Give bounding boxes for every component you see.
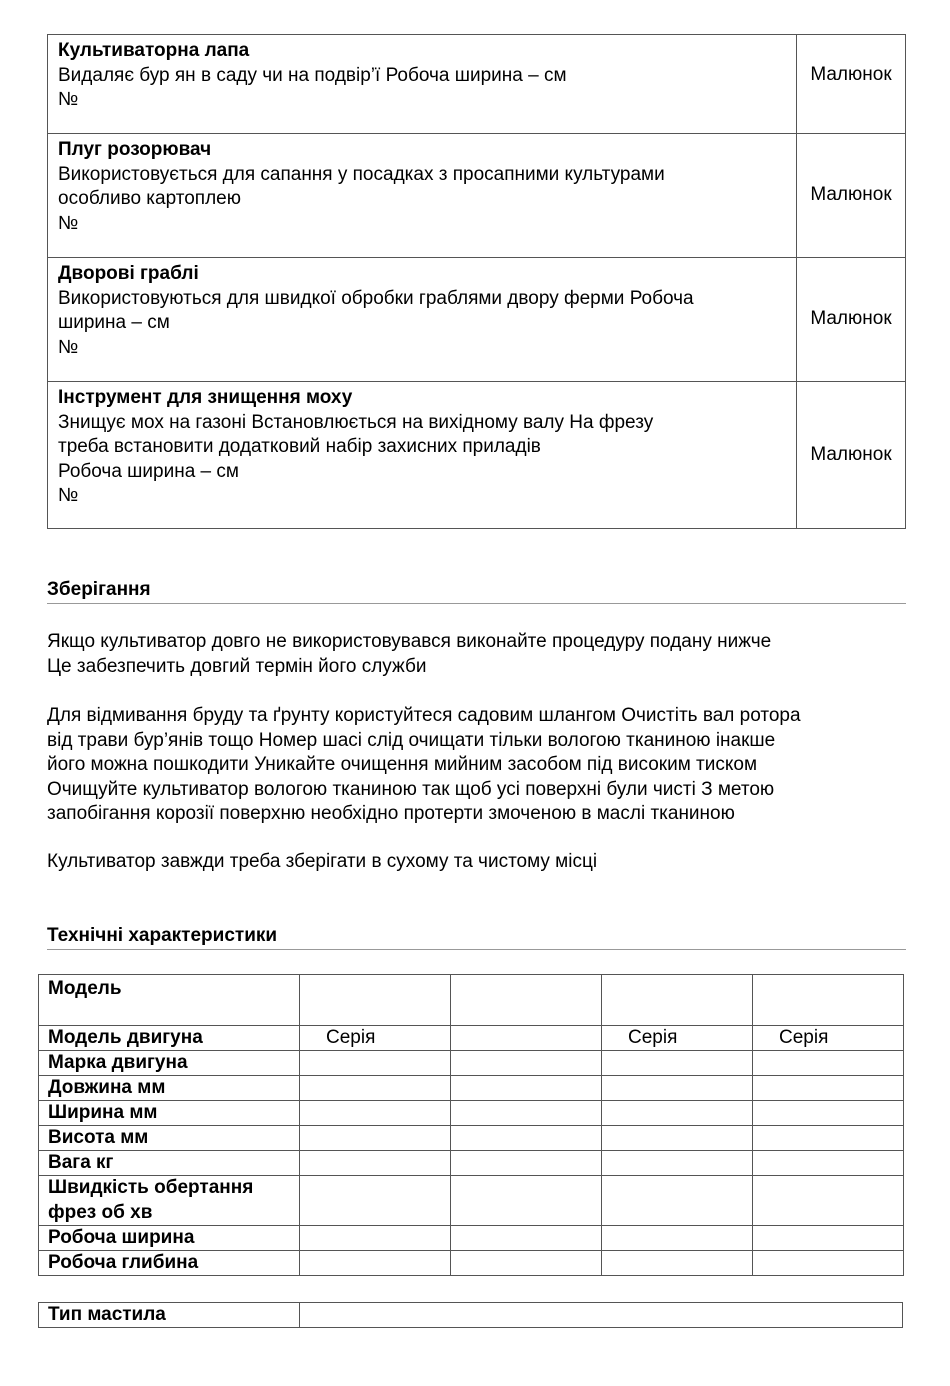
spec-value — [451, 1051, 602, 1076]
attachment-text-line: треба встановити додатковий набір захисних приладів — [58, 436, 541, 457]
paragraph-line: Якщо культиватор довго не використовувався виконайте процедуру подану нижче — [47, 631, 772, 652]
spec-row — [39, 1126, 904, 1151]
attachment-row — [48, 382, 906, 529]
spec-row — [39, 1176, 904, 1226]
attachment-text-line: Знищує мох на газоні Встановлюється на вихідному валу На фрезу — [58, 411, 654, 433]
attachment-title: Плуг розорювач — [58, 139, 212, 160]
attachment-text-line: Робоча ширина – см — [58, 460, 239, 482]
spec-label: Робоча глибина — [39, 1251, 300, 1276]
attachment-text-line: № — [58, 212, 79, 234]
spec-value — [753, 1176, 904, 1226]
spec-value — [753, 1126, 904, 1151]
spec-value — [602, 1151, 753, 1176]
spec-value — [451, 1176, 602, 1226]
spec-value — [451, 1076, 602, 1101]
spec-value — [753, 1226, 904, 1251]
spec-label: Довжина мм — [39, 1076, 300, 1101]
paragraph-line: його можна пошкодити Уникайте очищення мийним засобом під високим тиском — [47, 754, 758, 776]
storage-paragraph-2 — [47, 704, 909, 827]
attachment-text-line: № — [58, 89, 79, 110]
spec-value: Серія — [602, 1026, 753, 1051]
storage-paragraph-3 — [47, 850, 909, 875]
spec-value — [451, 1126, 602, 1151]
spec-value — [300, 1126, 451, 1151]
paragraph-line: Культиватор завжди треба зберігати в сухому та чистому місці — [47, 851, 598, 872]
attachment-text-line: ширина – см — [58, 312, 170, 333]
attachment-row — [48, 35, 906, 134]
paragraph-line: Для відмивання бруду та ґрунту користуйтеся садовим шлангом Очистіть вал ротора — [47, 705, 801, 726]
lubricant-table — [38, 1302, 903, 1328]
spec-label: Модель двигуна — [39, 1026, 300, 1051]
spec-value — [602, 1051, 753, 1076]
spec-label: Марка двигуна — [39, 1051, 300, 1076]
attachment-title: Інструмент для знищення моху — [58, 387, 353, 408]
attachment-description — [48, 382, 797, 529]
spec-value: Серія — [300, 1026, 451, 1051]
spec-value — [602, 975, 753, 1026]
spec-label: Висота мм — [39, 1126, 300, 1151]
spec-value — [602, 1226, 753, 1251]
attachment-title: Дворові граблі — [58, 263, 199, 284]
spec-value — [602, 1101, 753, 1126]
spec-row — [39, 1226, 904, 1251]
storage-paragraph-1 — [47, 630, 909, 679]
attachment-text-line: № — [58, 336, 79, 358]
attachment-description — [48, 134, 797, 258]
attachment-text-line: Використовується для сапання у посадках з просапними культурами — [58, 163, 665, 185]
spec-value — [451, 1251, 602, 1276]
spec-value — [300, 1176, 451, 1226]
paragraph-line: Очищуйте культиватор вологою тканиною так щоб усі поверхні були чисті З метою — [47, 778, 775, 800]
spec-value — [602, 1251, 753, 1276]
spec-value — [300, 1051, 451, 1076]
spec-value — [451, 1101, 602, 1126]
spec-value — [602, 1076, 753, 1101]
storage-heading: Зберігання — [47, 579, 906, 604]
spec-value — [753, 1251, 904, 1276]
attachment-row — [48, 258, 906, 382]
spec-value — [451, 1226, 602, 1251]
spec-label: Ширина мм — [39, 1101, 300, 1126]
attachment-text-line: Видаляє бур ян в саду чи на подвір’ї Робоча ширина – см — [58, 64, 567, 86]
spec-value — [753, 1076, 904, 1101]
spec-value — [300, 1226, 451, 1251]
spec-value — [300, 1151, 451, 1176]
spec-value — [300, 1251, 451, 1276]
attachment-description — [48, 258, 797, 382]
spec-label: Швидкість обертання фрез об хв — [39, 1176, 300, 1226]
spec-value — [300, 1076, 451, 1101]
attachment-text-line: особливо картоплею — [58, 188, 241, 209]
paragraph-line: від трави бур’янів тощо Номер шасі слід очищати тільки вологою тканиною інакше — [47, 729, 776, 751]
spec-row — [39, 975, 904, 1026]
attachment-row — [48, 134, 906, 258]
spec-row — [39, 1076, 904, 1101]
attachment-picture-label: Малюнок — [797, 382, 906, 529]
spec-value — [753, 1101, 904, 1126]
spec-value — [300, 1101, 451, 1126]
spec-label: Вага кг — [39, 1151, 300, 1176]
lubricant-label: Тип мастила — [39, 1303, 300, 1328]
spec-row — [39, 1151, 904, 1176]
spec-value — [753, 975, 904, 1026]
spec-value — [753, 1051, 904, 1076]
attachment-text-line: № — [58, 485, 79, 506]
attachment-picture-label: Малюнок — [797, 258, 906, 382]
paragraph-line: Це забезпечить довгий термін його служби — [47, 655, 427, 677]
spec-row — [39, 1251, 904, 1276]
spec-value: Серія — [753, 1026, 904, 1051]
specs-heading: Технічні характеристики — [47, 925, 906, 950]
attachment-title: Культиваторна лапа — [58, 40, 250, 61]
spec-label: Модель — [39, 975, 300, 1026]
spec-row — [39, 1026, 904, 1051]
paragraph-line: запобігання корозії поверхню необхідно протерти змоченою в маслі тканиною — [47, 803, 735, 825]
lubricant-value — [300, 1303, 903, 1328]
attachment-text-line: Використовуються для швидкої обробки граблями двору ферми Робоча — [58, 287, 694, 309]
spec-label: Робоча ширина — [39, 1226, 300, 1251]
spec-value — [451, 975, 602, 1026]
spec-row — [39, 1051, 904, 1076]
attachments-table — [47, 34, 906, 529]
attachment-picture-label: Малюнок — [797, 134, 906, 258]
spec-value — [451, 1026, 602, 1051]
spec-value — [602, 1176, 753, 1226]
spec-value — [451, 1151, 602, 1176]
lubricant-row — [39, 1303, 903, 1328]
attachment-picture-label: Малюнок — [797, 35, 906, 134]
attachment-description — [48, 35, 797, 134]
specs-table — [38, 974, 904, 1276]
spec-value — [602, 1126, 753, 1151]
spec-value — [300, 975, 451, 1026]
spec-row — [39, 1101, 904, 1126]
spec-value — [753, 1151, 904, 1176]
